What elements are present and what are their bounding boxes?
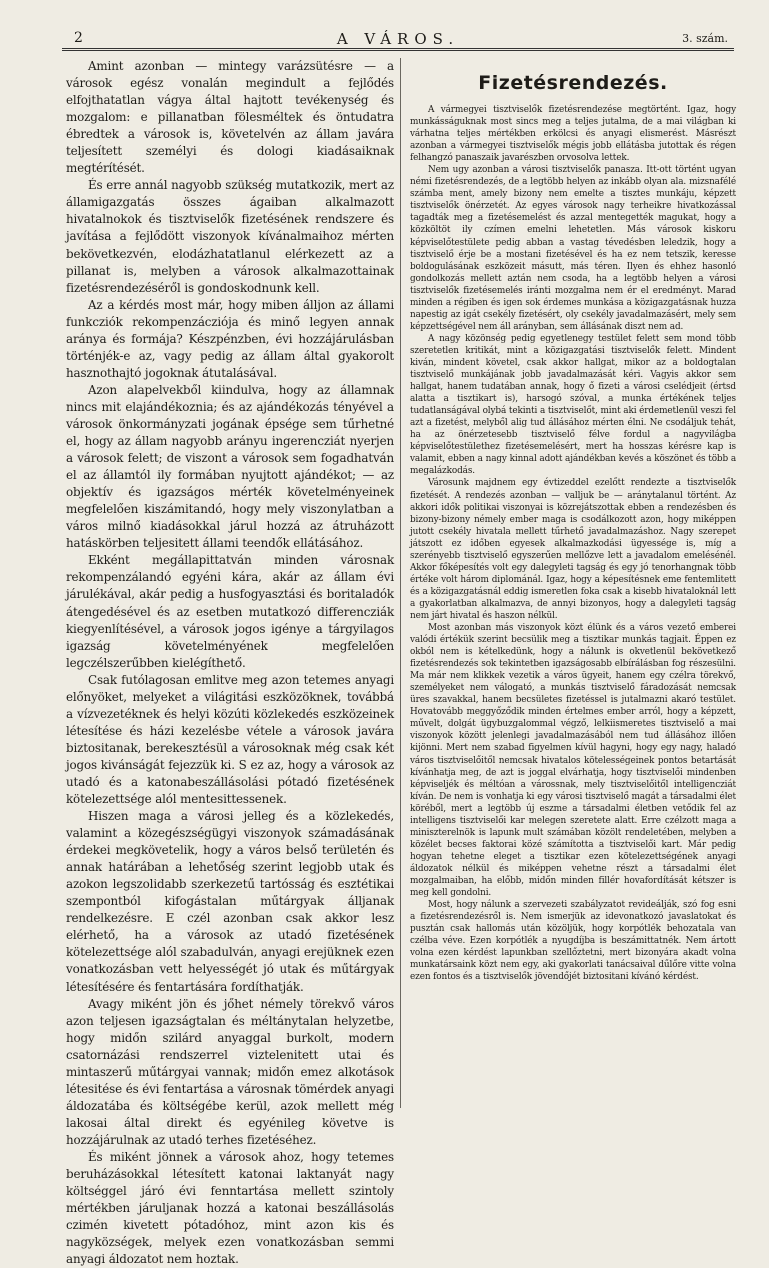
article-paragraph: Hiszen maga a városi jelleg és a közlekedés, valamint a közegészségügyi viszonyok számadásának érdekei megkövetelik, hogy a város belső területén és annak határában a lehetőség szerint legjobb utak és azokon legszolidabb szerkezetű tartósság és esztétikai szempontból kifogástalan műtárgyak álljanak rendelkezésre. E czél azonban csak akkor lesz elérhető, ha a városok az utadó fizetésének kötelezettsége alól szabadulván, anyagi erejüknek ezen vonatkozásban vett helyességét jó utak és műtárgyak létesítésére és fentartására fordíthatják.: [66, 809, 394, 994]
article-paragraph: Avagy miként jön és jőhet némely törekvő város azon teljesen igazságtalan és méltánytalan helyzetbe, hogy midőn szilárd anyaggal burkolt, modern csatornázási rendszerrel viztelenitett utai és mintaszerű műtárgyai vannak; midőn emez alkotások létesitése és évi fentartása a városnak tömérdek anyagi áldozatába és költségébe kerül, azok mellett még lakosai által direkt és egyénileg követve is hozzájárulnak az utadó terhes fizetéséhez.: [66, 996, 394, 1147]
article-paragraph: A nagy közönség pedig egyetlenegy testület felett sem mond több szeretetlen kritikát, mint a közigazgatási tisztviselők felett. Mindent kiván, mindent követel, csak akkor hallgat, mikor az a boldogtalan tisztviselő munkájának jobb javadalmazását kéri. Vagyis akkor sem hallgat, hanem tudatában annak, hogy ő fizeti a városi cselédjeit (értsd alatta a tisztikart is), harsogó szóval, a munka értékének teljes tudatlanságával olybá tekinti a tisztviselőt, mint aki érdemetlenül veszi fel azt a fizetést, melyből alig tud állásához mérten élni. Ne csodáljuk tehát, ha az önérzetesebb tisztviselő félve fordul a nagyvilágba képviselőtestülethez fizetésemelésért, mert ha hosszas kérésre kap is valamit, ebben a nagy kinnal adott ajándékban kevés a köszönet és több a megalázkodás.: [410, 333, 736, 477]
article-paragraph: Azon alapelvekből kiindulva, hogy az államnak nincs mit elajándékoznia; és az ajándékozás tényével a városok önkormányzati jogának épsége sem tűrhetné el, hogy az állam nagyobb arányu ingerencziát nyerjen a városok felett; de viszont a városok sem fogadhatván el az államtól ily formában nyujtott ajándékot; — az objektív és igazságos mérték követelményeinek megfelelően kiszámitandó, hogy mely viszonylatban a város milnő kiadásokkal járul hozzá az átruházott hatáskörben teljesitett állami teendők ellátásához.: [66, 382, 394, 551]
column-divider: [400, 58, 401, 1108]
article-paragraph: A vármegyei tisztviselők fizetésrendezése megtörtént. Igaz, hogy munkásságuknak most sincs meg a teljes jutalma, de a mai világban ki várhatna teljes mértékben erkölcsi és anyagi elismerést. Másrészt azonban a vármegyei tisztviselők mégis jobb ellátásba jutottak és régen felhangzó panaszaik javarészben orvosolva lettek.: [410, 105, 736, 164]
running-title: A VÁROS.: [336, 30, 460, 48]
article-paragraph: Városunk majdnem egy évtizeddel ezelőtt rendezte a tisztviselők fizetését. A rendezés azonban — valljuk be — aránytalanul történt. Az akkori idők politikai viszonyai is közrejátszottak ebben a rendezésben és bizony-bizony némely ember maga is csodálkozott azon, hogy miképpen jutott csekély hivatala mellett tűrhető javadalmazáshoz. Nagy szerepet játszott ez időben egyesek alkalmazkodási ügyessége is, míg a szerényebb tisztviselő egyszerűen mellőzve lett a javadalom emelésénél. Akkor főképesítés volt egy dalegyleti tagság és egy jó tenorhangnak több értéke volt három diplománál. Igaz, hogy a képesítésnek eme fentemlitett és a közigazgatásnál eddig ismeretlen foka csak a kisebb hivataloknál lett a gyakorlatban alkalmazva, de annyi bizonyos, hogy a dalegyleti tagság nem járt hivatal és haszon nélkül.: [410, 478, 736, 621]
page-number: 2: [74, 30, 83, 46]
issue-number: 3. szám.: [682, 32, 728, 45]
article-paragraph: Ekként megállapittatván minden városnak rekompenzálandó egyéni kára, akár az állam évi járulékával, akár pedig a husfogyasztási és boritaladók átengedésével és az esetben mutatkozó differencziák kiegyenlítésével, a városok jogos igénye a tárgyilagos igazság követelményének megfelelően legczélszerűbben kielégíthető.: [66, 553, 394, 670]
article-paragraph: Most, hogy nálunk a szervezeti szabályzatot revideálják, szó fog esni a fizetésrendezésről is. Nem ismerjük az idevonatkozó javaslatokat és pusztán csak hallomás után közöljük, hogy korpótlék behozatala van czélba véve. Ezen korpótlék a nyugdíjba is beszámittatnék. Nem ártott volna ezen kérdést lapunkban szellőztetni, mert bizonyára akadt volna munkatársaink közt nem egy, aki gyakorlati tanácsaival dűlőre vitte volna ezen fontos és a tisztviselők jövendőjét biztositani kívánó kérdést.: [410, 900, 736, 983]
article-paragraph: Nem ugy azonban a városi tisztviselők panasza. Itt-ott történt ugyan némi fizetésrendezés, de a legtöbb helyen az inkább olyan ala. mizsnafélé számba ment, amely bizony nem emelte a tisztes munkáju, képzett tisztviselők önérzetét. Az egyes városok nagy terheikre hivatkozással tagadták meg a fizetésemelést és azzal mentegették magukat, hogy a közköltöt ily czímen emelni lehetetlen. Más városok kiskoru képviselőtestülete pedig abban a vastag tévedésben leledzik, hogy a tisztviselő érje be a mostani fizetésével és ha ez nem tetszik, keresse boldogulásának eszközeit másutt, más téren. Ilyen és ehhez hasonló gondolkozás mellett aztán nem csoda, ha a legtöbb helyen a városi tisztviselők fizetésemelés iránti mozgalma nem ér el eredményt. Marad minden a régiben és igen sok érdemes munkása a közigazgatásnak huzza napestig az igát csekély fizetésért, oly csekély javadalmazásért, mely sem képzettségével nem áll arányban, sem állásának diszt nem ad.: [410, 165, 736, 332]
right-column: [410, 58, 736, 1118]
page-header: [62, 30, 734, 50]
article-paragraph: Csak futólagosan emlitve meg azon tetemes anyagi előnyöket, melyeket a világitási eszközöknek, továbbá a vízvezetéknek és helyi közúti közlekedés eszközeinek létesítése és házi kezelésbe vétele a városok javára biztositanak, berekesztésül a városoknak még csak két jogos kivánságát fejezzük ki. S ez az, hogy a városok az utadó és a katonabeszállásolási pótadó fizetésének kötelezettsége alól mentesittessenek.: [66, 672, 394, 807]
article-paragraph: Amint azonban — mintegy varázsütésre — a városok egész vonalán megindult a fejlődés elfojthatatlan vágya által hajtott tevékenység és mozgalom: e pillanatban fölesméltek és öntudatra ébredtek a városok is, követelvén az állam javára teljesített személyi és dologi kiadásaiknak megtérítését.: [66, 59, 394, 176]
article-title: Fizetésrendezés.: [478, 72, 668, 94]
left-column: [66, 58, 394, 1267]
article-paragraph: És erre annál nagyobb szükség mutatkozik, mert az államigazgatás összes ágaiban alkalmazott hivatalnokok és tisztviselők fizetésének rendszere és javítása a fejlődött viszonyok kívánalmaihoz mérten bekövetkezvén, elodázhatatlanul elérkezett az a pillanat is, melyben a városok alkalmazottainak fizetésrendezéséről is gondoskodnunk kell.: [66, 178, 394, 295]
header-rule: [62, 48, 734, 51]
article-paragraph: Most azonban más viszonyok közt élünk és a város vezető emberei valódi értékük szerint becsülik meg a tisztikar munkás tagjait. Éppen ez okból nem is kételkedünk, hogy a nálunk is okvetlenül bekövetkező fizetésrendezés sok tekintetben igazságosabb elbírálásban fog részesülni. Ma már nem klikkek vezetik a város ügyeit, hanem egy czélra törekvő, személyeket nem válogató, a munkás tisztviselő fáradozását nemcsak üres szavakkal, hanem becsületes fizetéssel is jutalmazni akaró testület. Hovatovább meggyőződik minden értelmes ember arról, hogy a képzett, művelt, dolgát ügybuzgalommal végző, lelkiismeretes tisztviselő a mai viszonyok között jelenlegi javadalmazásából nem tud állásához illően kijönni. Mert nem szabad figyelmen kívül hagyni, hogy egy nagy, haladó város tisztviselőitől nemcsak hivatalos kötelességeinek pontos betartását kívánhatja meg, de azt is joggal elvárhatja, hogy tisztviselői mindenben képviseljék és méltóan a várossnak, mely tisztviselőitől intelligencziát kíván. De nem is vonhatja ki egy városi tisztviselő magát a társadalmi élet köréből, mert a legtöbb új eszme a társadalmi életben vetődik fel az intelligens tisztviselői kar melegen szeretete alatt. Erre czélzott maga a miniszterelnök is lapunk mult számában közölt rendeletében, melyben a közélet becses faktorai közé számította a tisztviselői kart. Már pedig hogyan tehetne eleget a tisztikar ezen kötelezettségének anyagi áldozatok nélkül és miképpen vehetne részt a társadalmi élet mozgalmaiban, ha előbb, midőn minden fillér hovafordítását kétszer is meg kell gondolni.: [410, 623, 736, 899]
article-paragraph: És miként jönnek a városok ahoz, hogy tetemes beruházásokkal létesített katonai laktanyát nagy költséggel járó évi fenntartása mellett szintoly mértékben járuljanak hozzá a katonai beszállásolás czimén kivetett pótadóhoz, mint azon kis és nagyközségek, melyek ezen vonatkozásban semmi anyagi áldozatot nem hoztak.: [66, 1150, 394, 1267]
article-paragraph: Az a kérdés most már, hogy miben álljon az állami funkcziók rekompenzácziója és minő legyen annak aránya és formája? Készpénzben, évi hozzájárulásban történjék-e az, vagy pedig az állam által gyakorolt hasznothajtó jogoknak átutalásával.: [66, 297, 394, 380]
